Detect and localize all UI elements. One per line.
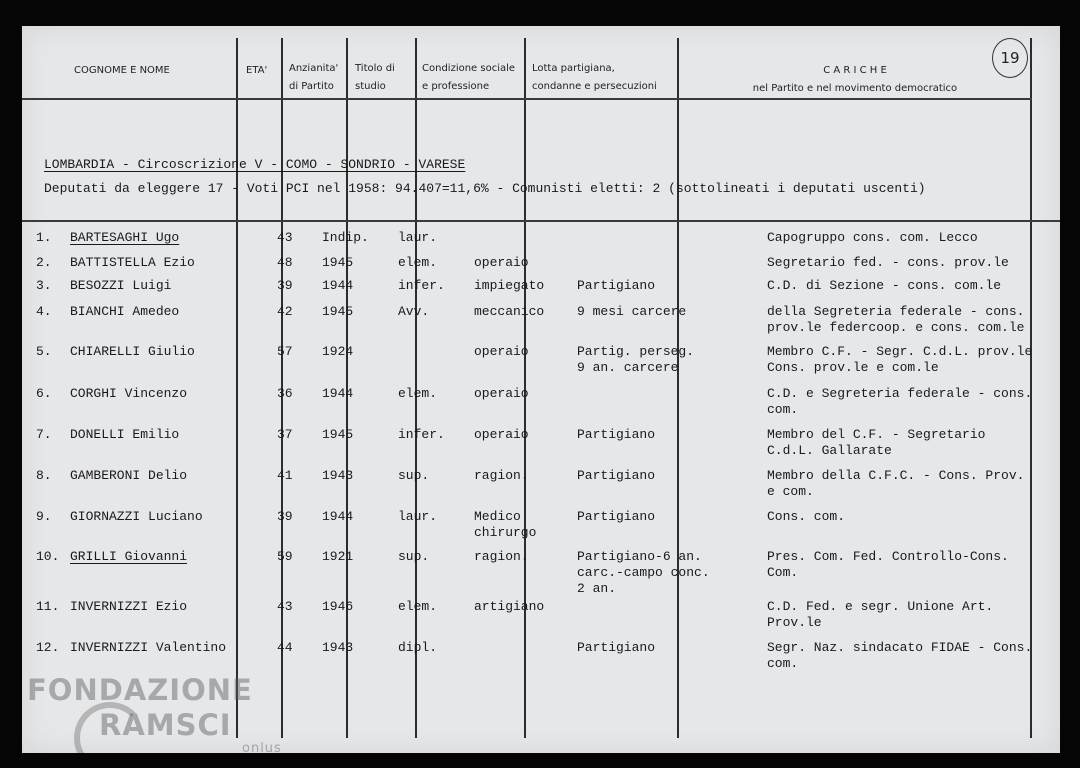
partisan-record bbox=[577, 468, 655, 484]
candidate-age: 48 bbox=[277, 255, 293, 270]
document-sheet bbox=[22, 26, 1060, 753]
profession-line: operaio bbox=[474, 344, 529, 359]
profession bbox=[474, 255, 529, 271]
candidate-age: 44 bbox=[277, 640, 293, 655]
study-title: infer. bbox=[398, 427, 445, 442]
section-title: LOMBARDIA - Circoscrizione V - COMO - SONDRIO - VARESE bbox=[44, 157, 466, 172]
header-condition: Condizione sociale e professione bbox=[422, 63, 516, 92]
partisan-record bbox=[577, 278, 655, 294]
profession-line: meccanico bbox=[474, 304, 545, 319]
profession bbox=[474, 509, 536, 541]
column-rule bbox=[677, 38, 679, 738]
header-rule bbox=[22, 98, 1032, 100]
row-number: 3. bbox=[36, 278, 52, 293]
partisan-record-line: 2 an. bbox=[577, 581, 617, 596]
party-offices-line: Cons. com. bbox=[767, 509, 846, 524]
candidate-name: BARTESAGHI Ugo bbox=[70, 230, 180, 245]
profession-line: operaio bbox=[474, 255, 529, 270]
row-number: 11. bbox=[36, 599, 60, 614]
profession-line: Medico bbox=[474, 509, 521, 524]
candidate-name: BESOZZI Luigi bbox=[70, 278, 172, 293]
profession bbox=[474, 427, 529, 443]
party-offices bbox=[767, 599, 993, 631]
party-seniority: Indip. bbox=[322, 230, 369, 245]
profession-line: ragion. bbox=[474, 468, 529, 483]
party-offices-line: e com. bbox=[767, 484, 814, 499]
study-title: dipl. bbox=[398, 640, 438, 655]
study-title: elem. bbox=[398, 255, 438, 270]
party-offices-line: Segr. Naz. sindacato FIDAE - Cons. bbox=[767, 640, 1033, 655]
candidate-name: DONELLI Emilio bbox=[70, 427, 180, 442]
candidate-name: GIORNAZZI Luciano bbox=[70, 509, 203, 524]
partisan-record bbox=[577, 640, 655, 656]
party-offices-line: com. bbox=[767, 402, 799, 417]
partisan-record-line: Partigiano bbox=[577, 468, 656, 483]
party-seniority: 1921 bbox=[322, 549, 354, 564]
party-offices bbox=[767, 255, 1009, 271]
row-number: 10. bbox=[36, 549, 60, 564]
partisan-record-line: carc.-campo conc. bbox=[577, 565, 710, 580]
candidate-age: 39 bbox=[277, 509, 293, 524]
candidate-name: BATTISTELLA Ezio bbox=[70, 255, 195, 270]
candidate-name: BIANCHI Amedeo bbox=[70, 304, 180, 319]
header-study-title: Titolo di studio bbox=[355, 63, 395, 92]
candidate-name: GRILLI Giovanni bbox=[70, 549, 188, 564]
party-seniority: 1946 bbox=[322, 599, 354, 614]
party-offices-line: C.D. di Sezione - cons. com.le bbox=[767, 278, 1002, 293]
candidate-age: 43 bbox=[277, 230, 293, 245]
party-offices-line: C.D. Fed. e segr. Unione Art. bbox=[767, 599, 994, 614]
row-number: 12. bbox=[36, 640, 60, 655]
party-offices-line: Prov.le bbox=[767, 615, 822, 630]
candidate-age: 57 bbox=[277, 344, 293, 359]
candidate-age: 37 bbox=[277, 427, 293, 442]
candidate-name: INVERNIZZI Valentino bbox=[70, 640, 227, 655]
candidate-name: CORGHI Vincenzo bbox=[70, 386, 188, 401]
party-offices bbox=[767, 304, 1024, 336]
partisan-record bbox=[577, 549, 710, 597]
row-number: 7. bbox=[36, 427, 52, 442]
party-offices bbox=[767, 640, 1032, 672]
partisan-record bbox=[577, 509, 655, 525]
header-age: ETA' bbox=[246, 65, 268, 76]
profession-line: artigiano bbox=[474, 599, 545, 614]
header-name: COGNOME E NOME bbox=[74, 65, 170, 76]
partisan-record-line: Partig. perseg. bbox=[577, 344, 695, 359]
candidate-age: 42 bbox=[277, 304, 293, 319]
profession-line: operaio bbox=[474, 386, 529, 401]
party-offices-line: Membro C.F. - Segr. C.d.L. prov.le bbox=[767, 344, 1033, 359]
profession-line: chirurgo bbox=[474, 525, 537, 540]
profession bbox=[474, 386, 529, 402]
party-offices-line: Membro della C.F.C. - Cons. Prov. bbox=[767, 468, 1025, 483]
party-seniority: 1945 bbox=[322, 427, 354, 442]
row-number: 2. bbox=[36, 255, 52, 270]
profession bbox=[474, 599, 544, 615]
profession bbox=[474, 278, 544, 294]
watermark: FONDAZIONE RAMSCI onlus bbox=[27, 673, 282, 753]
party-seniority: 1943 bbox=[322, 640, 354, 655]
party-offices bbox=[767, 386, 1032, 418]
study-title: Avv. bbox=[398, 304, 430, 319]
party-offices bbox=[767, 509, 845, 525]
partisan-record-line: Partigiano-6 an. bbox=[577, 549, 702, 564]
partisan-record-line: Partigiano bbox=[577, 640, 656, 655]
party-offices bbox=[767, 230, 978, 246]
party-offices bbox=[767, 549, 1009, 581]
partisan-record bbox=[577, 304, 686, 320]
party-seniority: 1924 bbox=[322, 344, 354, 359]
party-offices-line: Com. bbox=[767, 565, 799, 580]
study-title: sup. bbox=[398, 549, 430, 564]
profession bbox=[474, 549, 529, 565]
partisan-record-line: Partigiano bbox=[577, 509, 656, 524]
profession-line: impiegato bbox=[474, 278, 545, 293]
partisan-record-line: 9 an. carcere bbox=[577, 360, 679, 375]
row-number: 8. bbox=[36, 468, 52, 483]
party-seniority: 1945 bbox=[322, 255, 354, 270]
candidate-age: 36 bbox=[277, 386, 293, 401]
party-offices-line: della Segreteria federale - cons. bbox=[767, 304, 1025, 319]
candidate-name: GAMBERONI Delio bbox=[70, 468, 188, 483]
party-offices-line: Segretario fed. - cons. prov.le bbox=[767, 255, 1009, 270]
candidate-age: 41 bbox=[277, 468, 293, 483]
party-offices bbox=[767, 344, 1032, 376]
party-offices-line: Capogruppo cons. com. Lecco bbox=[767, 230, 978, 245]
party-seniority: 1944 bbox=[322, 509, 354, 524]
column-rule bbox=[236, 38, 238, 738]
row-number: 1. bbox=[36, 230, 52, 245]
partisan-record-line: Partigiano bbox=[577, 427, 656, 442]
row-number: 4. bbox=[36, 304, 52, 319]
section-rule bbox=[22, 220, 1060, 222]
study-title: laur. bbox=[398, 230, 438, 245]
party-offices bbox=[767, 278, 1001, 294]
candidate-age: 43 bbox=[277, 599, 293, 614]
party-seniority: 1943 bbox=[322, 468, 354, 483]
page-number: 19 bbox=[992, 38, 1028, 78]
partisan-record bbox=[577, 427, 655, 443]
candidate-age: 59 bbox=[277, 549, 293, 564]
study-title: laur. bbox=[398, 509, 438, 524]
row-number: 9. bbox=[36, 509, 52, 524]
study-title: elem. bbox=[398, 599, 438, 614]
party-offices bbox=[767, 468, 1024, 500]
party-seniority: 1945 bbox=[322, 304, 354, 319]
header-struggle: Lotta partigiana, condanne e persecuzioni bbox=[532, 63, 657, 92]
row-number: 5. bbox=[36, 344, 52, 359]
header-seniority: Anzianita' di Partito bbox=[289, 63, 339, 92]
partisan-record-line: 9 mesi carcere bbox=[577, 304, 687, 319]
section-subtitle: Deputati da eleggere 17 - Voti PCI nel 1958: 94.407=11,6% - Comunisti eletti: 2 (sottolineati i deputati uscenti) bbox=[44, 181, 926, 196]
profession bbox=[474, 344, 529, 360]
profession-line: ragion. bbox=[474, 549, 529, 564]
partisan-record-line: Partigiano bbox=[577, 278, 656, 293]
profession bbox=[474, 468, 529, 484]
party-seniority: 1944 bbox=[322, 278, 354, 293]
party-offices-line: Membro del C.F. - Segretario bbox=[767, 427, 986, 442]
header-offices: C A R I C H E nel Partito e nel movimento democratico bbox=[752, 65, 958, 94]
candidate-name: CHIARELLI Giulio bbox=[70, 344, 195, 359]
party-offices-line: prov.le federcoop. e cons. com.le bbox=[767, 320, 1025, 335]
party-offices-line: Pres. Com. Fed. Controllo-Cons. bbox=[767, 549, 1009, 564]
partisan-record bbox=[577, 344, 694, 376]
row-number: 6. bbox=[36, 386, 52, 401]
party-offices-line: C.d.L. Gallarate bbox=[767, 443, 892, 458]
study-title: elem. bbox=[398, 386, 438, 401]
profession-line: operaio bbox=[474, 427, 529, 442]
party-offices-line: Cons. prov.le e com.le bbox=[767, 360, 939, 375]
study-title: infer. bbox=[398, 278, 445, 293]
party-seniority: 1944 bbox=[322, 386, 354, 401]
candidate-name: INVERNIZZI Ezio bbox=[70, 599, 188, 614]
study-title: sup. bbox=[398, 468, 430, 483]
party-offices-line: com. bbox=[767, 656, 799, 671]
party-offices-line: C.D. e Segreteria federale - cons. bbox=[767, 386, 1033, 401]
party-offices bbox=[767, 427, 985, 459]
profession bbox=[474, 304, 544, 320]
candidate-age: 39 bbox=[277, 278, 293, 293]
